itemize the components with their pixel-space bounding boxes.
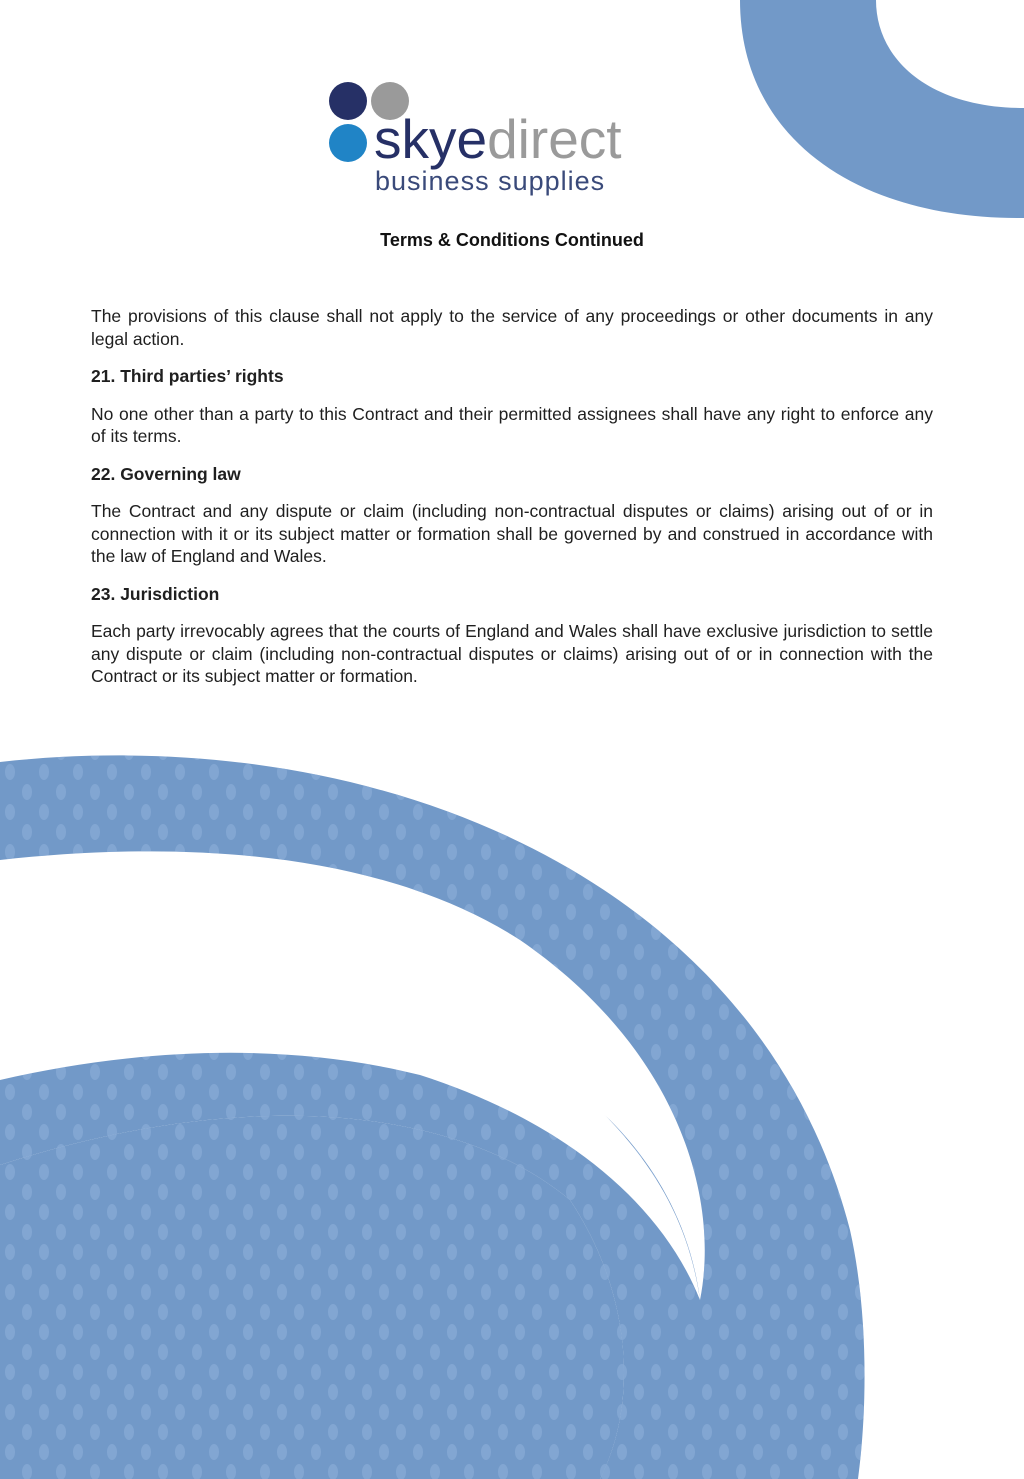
section-heading-21: 21. Third parties’ rights: [91, 366, 284, 386]
logo-word-skye: skye: [374, 108, 488, 170]
logo-tagline: business supplies: [375, 166, 606, 196]
logo-word-direct: direct: [487, 108, 622, 170]
section-heading-22: 22. Governing law: [91, 463, 241, 484]
skyedirect-logo: [326, 80, 666, 202]
section-heading-23: 23. Jurisdiction: [91, 583, 220, 604]
page-title: Terms & Conditions Continued: [380, 230, 644, 250]
logo-dot-navy: [329, 82, 367, 120]
logo-dot-blue: [329, 124, 367, 162]
intro-paragraph: The provisions of this clause shall not apply to the service of any proceedings or other documents in any legal action.: [91, 306, 933, 349]
section-body-23: Each party irrevocably agrees that the courts of England and Wales shall have exclusive jurisdiction to settle any dispute or claim (including non-contractual disputes or claims) arising out of or in connection with the Contract or its subject matter or formation.: [91, 621, 933, 686]
section-body-22: The Contract and any dispute or claim (including non-contractual disputes or claims) arising out of or in connection with it or its subject matter or formation shall be governed by and construed in accordance with the law of England and Wales.: [91, 501, 933, 566]
section-body-21: No one other than a party to this Contract and their permitted assignees shall have any right to enforce any of its terms.: [91, 403, 933, 446]
logo-wordmark: [374, 108, 622, 170]
top-right-ring: [740, 0, 1024, 218]
document-body: [91, 305, 933, 703]
